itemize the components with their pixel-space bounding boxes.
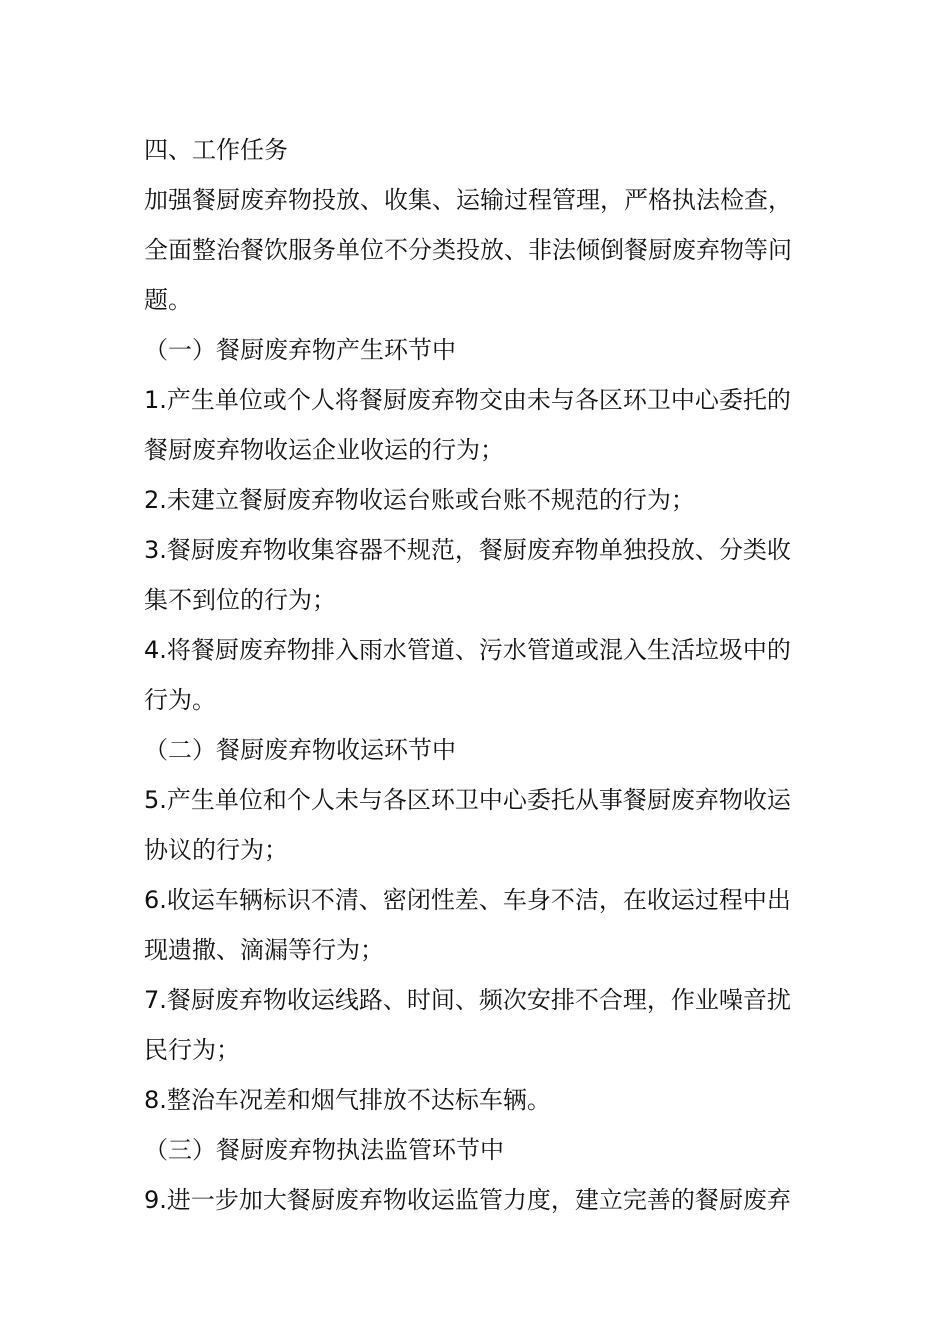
list-item-line: 5.产生单位和个人未与各区环卫中心委托从事餐厨废弃物收运 [144, 786, 791, 814]
document-body [144, 125, 814, 1225]
list-item-line: 9.进一步加大餐厨废弃物收运监管力度，建立完善的餐厨废弃 [144, 1186, 791, 1214]
list-item-line: 6.收运车辆标识不清、密闭性差、车身不洁，在收运过程中出 [144, 886, 791, 914]
subsection-heading: （一）餐厨废弃物产生环节中 [144, 336, 456, 364]
list-item-line: 8.整治车况差和烟气排放不达标车辆。 [144, 1086, 551, 1114]
list-item-line: 3.餐厨废弃物收集容器不规范，餐厨废弃物单独投放、分类收 [144, 536, 791, 564]
list-item-line: 2.未建立餐厨废弃物收运台账或台账不规范的行为； [144, 486, 695, 514]
paragraph-line: 题。 [144, 286, 192, 314]
subsection-heading: （二）餐厨废弃物收运环节中 [144, 736, 456, 764]
list-item-line: 餐厨废弃物收运企业收运的行为； [144, 436, 504, 464]
list-item-line: 7.餐厨废弃物收运线路、时间、频次安排不合理，作业噪音扰 [144, 986, 791, 1014]
list-item-line: 4.将餐厨废弃物排入雨水管道、污水管道或混入生活垃圾中的 [144, 636, 791, 664]
paragraph-line: 全面整治餐饮服务单位不分类投放、非法倾倒餐厨废弃物等问 [144, 236, 792, 264]
list-item-line: 民行为； [144, 1036, 240, 1064]
list-item-line: 现遗撒、滴漏等行为； [144, 936, 384, 964]
list-item-line: 行为。 [144, 686, 216, 714]
paragraph-line: 加强餐厨废弃物投放、收集、运输过程管理，严格执法检查， [144, 186, 792, 214]
list-item-line: 集不到位的行为； [144, 586, 336, 614]
subsection-heading: （三）餐厨废弃物执法监管环节中 [144, 1136, 504, 1164]
list-item-line: 1.产生单位或个人将餐厨废弃物交由未与各区环卫中心委托的 [144, 386, 791, 414]
section-heading: 四、工作任务 [144, 136, 288, 164]
list-item-line: 协议的行为； [144, 836, 288, 864]
